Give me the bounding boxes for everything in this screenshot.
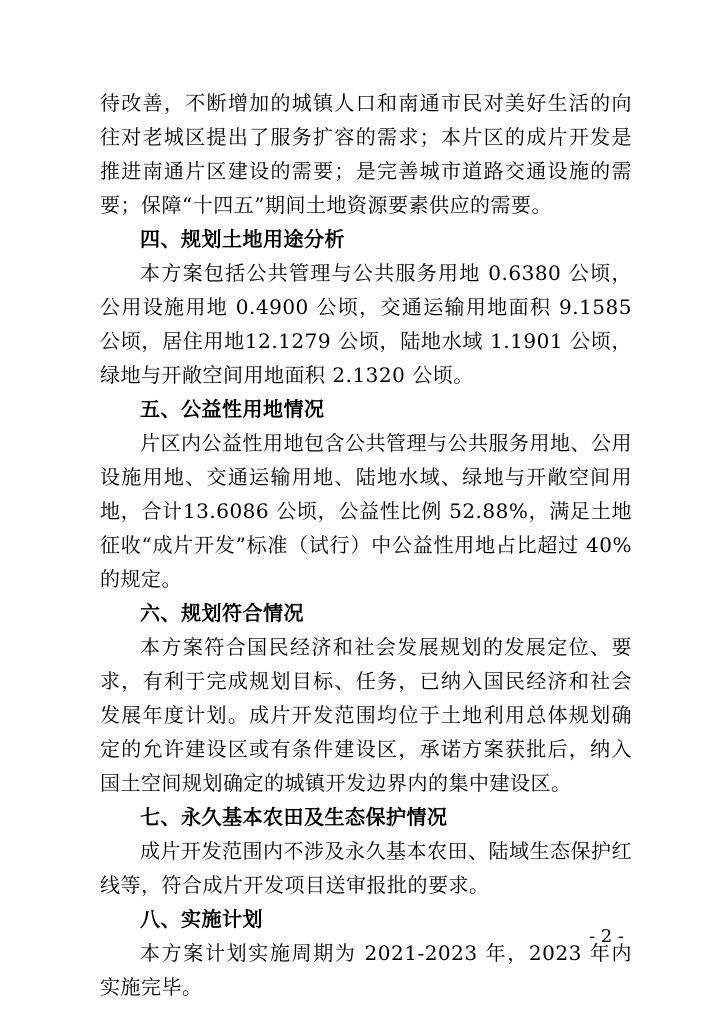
section-7-heading: 七、永久基本农田及生态保护情况 (140, 805, 448, 829)
section-8-heading: 八、实施计划 (140, 907, 263, 931)
section-5-heading: 五、公益性用地情况 (140, 397, 325, 421)
section-8-body: 本方案计划实施周期为 2021-2023 年，2023 年内实施完毕。 (100, 941, 632, 999)
section-4-heading: 四、规划土地用途分析 (140, 227, 345, 251)
page-number: - 2 - (588, 926, 624, 947)
section-6-body: 本方案符合国民经济和社会发展规划的发展定位、要求，有利于完成规划目标、任务，已纳入国民经济和社会发展年度计划。成片开发范围均位于土地利用总体规划确定的允许建设区或有条件建设区，承诺方案获批后，纳入国土空间规划确定的城镇开发边界内的集中建设区。 (100, 635, 632, 795)
section-5-body: 片区内公益性用地包含公共管理与公共服务用地、公用设施用地、交通运输用地、陆地水域、绿地与开敞空间用地，合计13.6086 公顷，公益性比例 52.88%，满足土地征收“成片开发”标准（试行）中公益性用地占比超过 40%的规定。 (100, 431, 632, 591)
section-4-body: 本方案包括公共管理与公共服务用地 0.6380 公顷，公用设施用地 0.4900 公顷，交通运输用地面积 9.1585 公顷，居住用地12.1279 公顷，陆地水域 1.1901 公顷，绿地与开敞空间用地面积 2.1320 公顷。 (100, 261, 632, 387)
section-6-heading: 六、规划符合情况 (140, 601, 304, 625)
document-body (100, 86, 632, 1004)
section-7-body: 成片开发范围内不涉及永久基本农田、陆域生态保护红线等，符合成片开发项目送审报批的要求。 (100, 839, 632, 897)
intro-paragraph: 待改善，不断增加的城镇人口和南通市民对美好生活的向往对老城区提出了服务扩容的需求；本片区的成片开发是推进南通片区建设的需要；是完善城市道路交通设施的需要；保障“十四五”期间土地资源要素供应的需要。 (100, 91, 632, 217)
